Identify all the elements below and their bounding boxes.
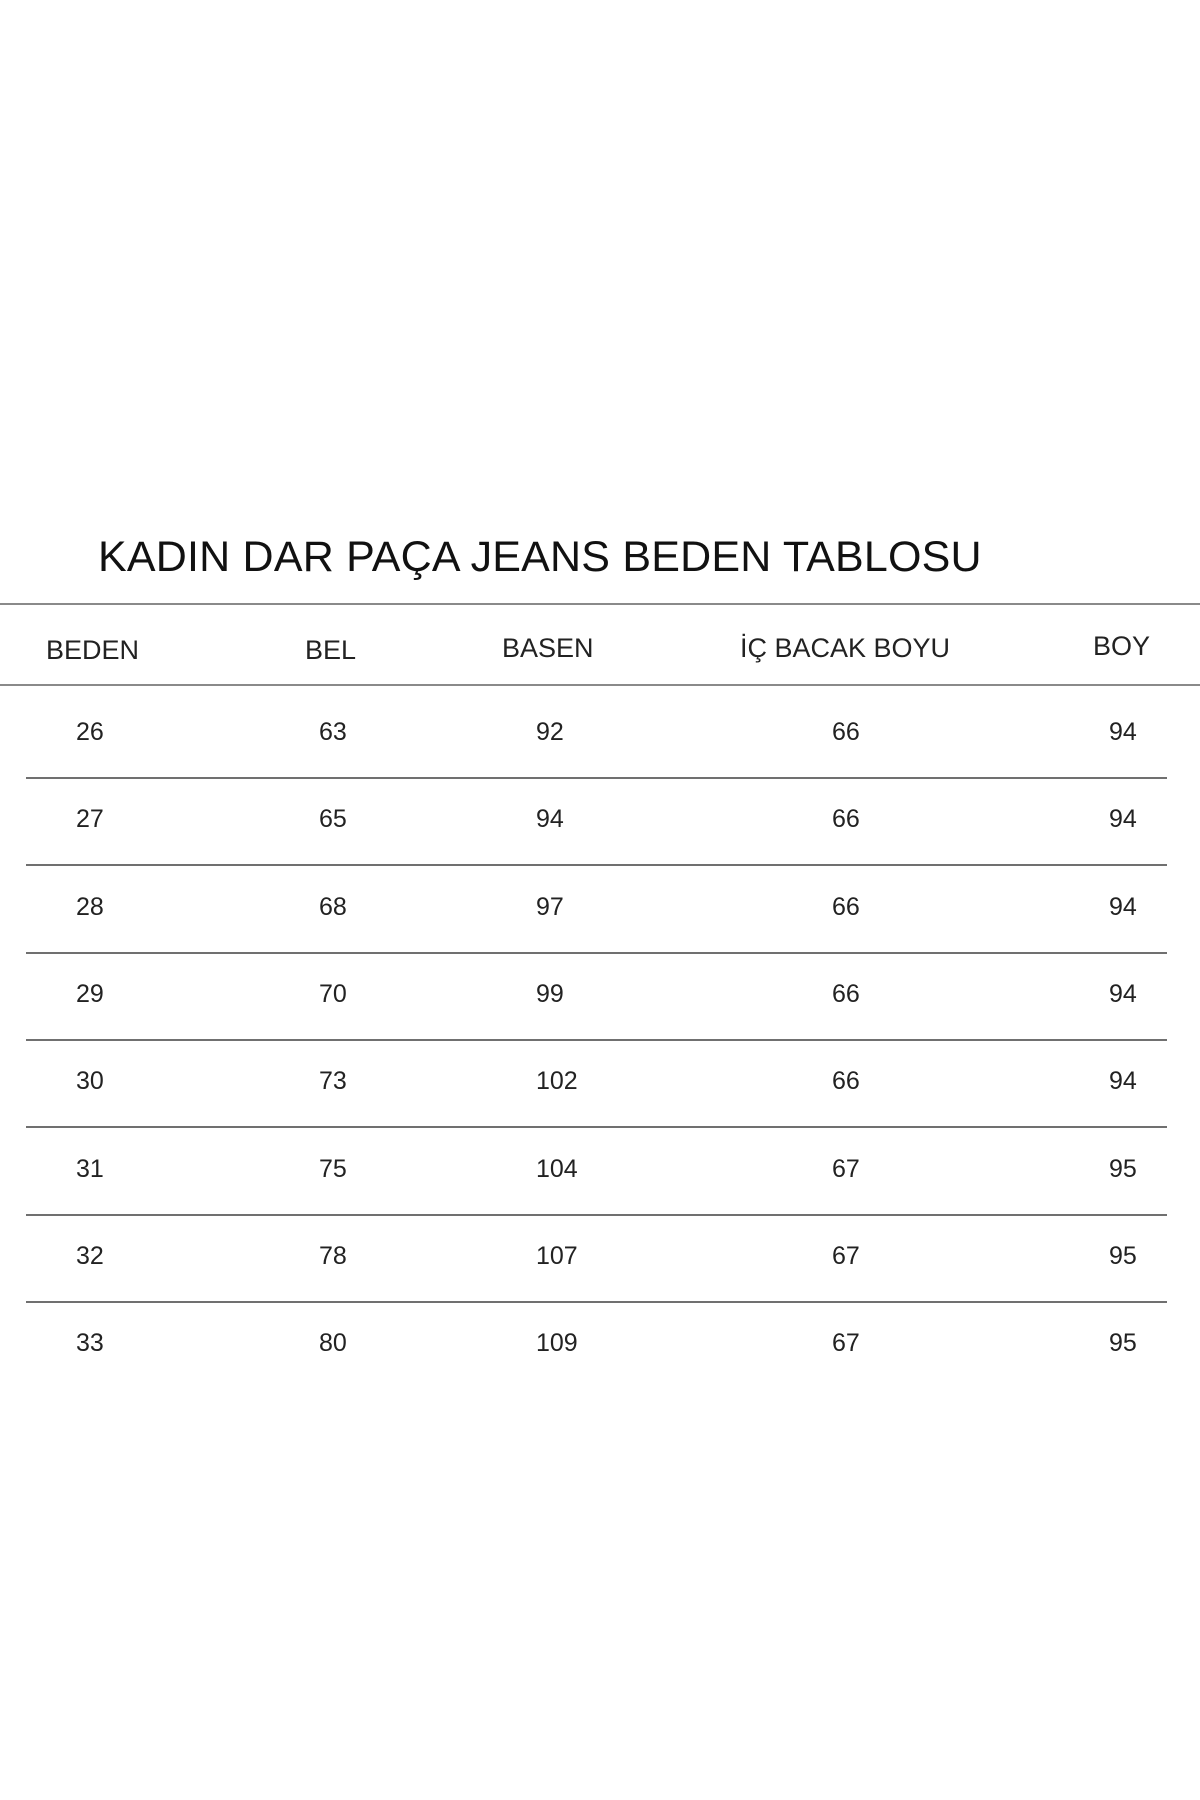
cell-boy: 94 xyxy=(1109,805,1137,834)
cell-bel: 70 xyxy=(319,979,347,1008)
cell-boy: 94 xyxy=(1109,718,1137,746)
cell-beden: 30 xyxy=(76,1067,104,1096)
cell-beden: 32 xyxy=(76,1241,104,1270)
cell-boy: 94 xyxy=(1109,979,1137,1008)
row-divider xyxy=(26,1039,1167,1041)
cell-basen: 94 xyxy=(536,805,564,834)
row-divider xyxy=(26,1301,1167,1303)
cell-ic-bacak-boyu: 67 xyxy=(832,1241,860,1270)
cell-ic-bacak-boyu: 66 xyxy=(832,979,860,1008)
cell-ic-bacak-boyu: 67 xyxy=(832,1329,860,1358)
column-header-boy: BOY xyxy=(1093,631,1151,661)
cell-boy: 95 xyxy=(1109,1241,1137,1270)
cell-beden: 28 xyxy=(76,892,104,921)
cell-ic-bacak-boyu: 66 xyxy=(832,718,860,746)
cell-ic-bacak-boyu: 67 xyxy=(832,1154,860,1183)
cell-basen: 99 xyxy=(536,979,564,1008)
cell-bel: 65 xyxy=(319,805,347,834)
cell-boy: 95 xyxy=(1109,1329,1137,1358)
column-header-bel: BEL xyxy=(305,635,357,665)
cell-ic-bacak-boyu: 66 xyxy=(832,805,860,834)
column-header-ic-bacak-boyu: İÇ BACAK BOYU xyxy=(740,633,951,663)
row-divider xyxy=(26,777,1167,779)
row-divider xyxy=(26,1126,1167,1128)
cell-ic-bacak-boyu: 66 xyxy=(832,1067,860,1096)
cell-ic-bacak-boyu: 66 xyxy=(832,892,860,921)
cell-beden: 33 xyxy=(76,1329,104,1358)
cell-bel: 78 xyxy=(319,1241,347,1270)
cell-beden: 27 xyxy=(76,805,104,834)
cell-beden: 31 xyxy=(76,1154,104,1183)
cell-basen: 102 xyxy=(536,1067,578,1096)
cell-boy: 95 xyxy=(1109,1154,1137,1183)
cell-basen: 107 xyxy=(536,1241,578,1270)
header-bottom-rule xyxy=(0,684,1200,686)
page-title: KADIN DAR PAÇA JEANS BEDEN TABLOSU xyxy=(98,533,982,581)
header-top-rule xyxy=(0,603,1200,605)
cell-bel: 63 xyxy=(319,718,347,746)
column-header-beden: BEDEN xyxy=(46,635,140,665)
cell-bel: 80 xyxy=(319,1329,347,1358)
cell-beden: 26 xyxy=(76,718,104,746)
cell-beden: 29 xyxy=(76,979,104,1008)
cell-basen: 104 xyxy=(536,1154,578,1183)
row-divider xyxy=(26,1214,1167,1216)
cell-bel: 75 xyxy=(319,1154,347,1183)
cell-bel: 68 xyxy=(319,892,347,921)
cell-boy: 94 xyxy=(1109,1067,1137,1096)
cell-boy: 94 xyxy=(1109,892,1137,921)
row-divider xyxy=(26,864,1167,866)
cell-basen: 92 xyxy=(536,718,564,746)
cell-basen: 109 xyxy=(536,1329,578,1358)
row-divider xyxy=(26,952,1167,954)
cell-bel: 73 xyxy=(319,1067,347,1096)
cell-basen: 97 xyxy=(536,892,564,921)
column-header-basen: BASEN xyxy=(502,633,594,663)
